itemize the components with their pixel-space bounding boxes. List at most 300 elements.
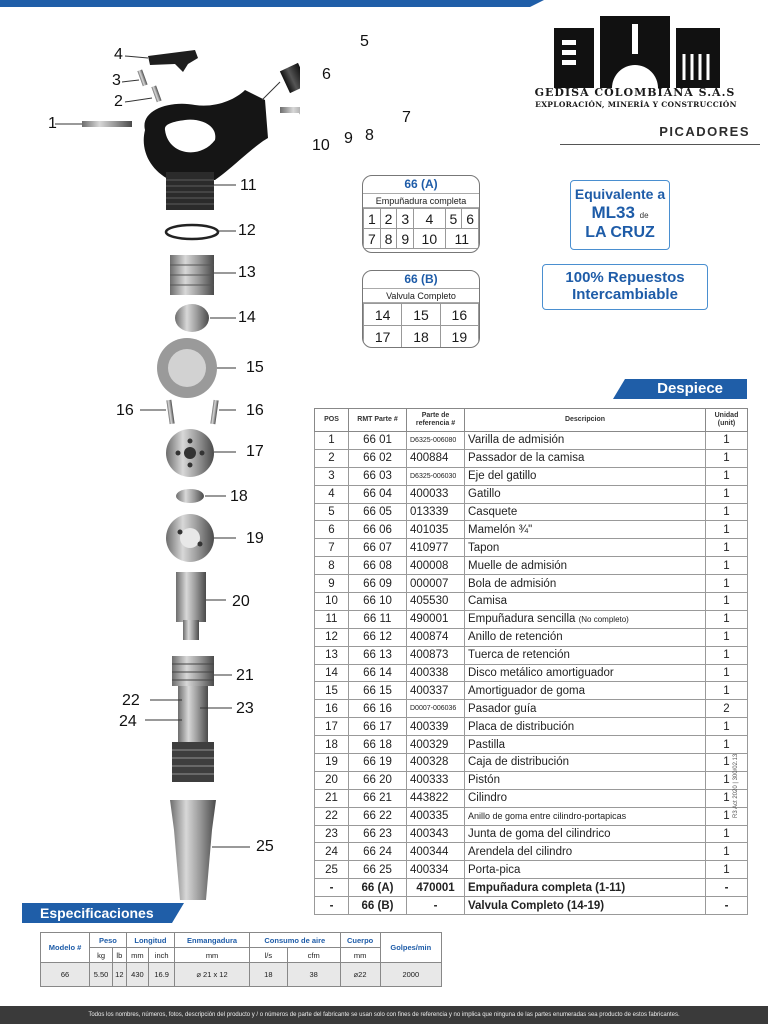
row-note: (No completo) [578,615,629,625]
table-row [315,593,748,611]
row-unit-text: 1 [723,470,730,483]
kit-b-cell: 17 [364,326,402,348]
kit-a-title: 66 (A) [404,177,438,191]
row-ref-part-text: 400344 [410,845,449,858]
col-unit: Unidad (unit) [706,409,748,432]
row-rmt-part [349,700,407,718]
row-unit [706,610,748,628]
row-pos [315,628,349,646]
row-description-text: Arendela del cilindro [468,845,573,858]
spec-unit: mm [175,948,250,963]
row-rmt-part [349,825,407,843]
row-unit [706,449,748,467]
row-unit-text: 1 [723,631,730,644]
row-description-text: Valvula Completo (14-19) [468,899,605,912]
equivalent-brand: LA CRUZ [585,224,655,241]
row-unit-text: - [724,881,729,894]
parts-table-body [315,432,748,915]
callout-12: 12 [238,222,256,239]
callout-15: 15 [246,359,264,376]
row-unit [706,575,748,593]
row-pos [315,610,349,628]
row-pos-text: 7 [328,541,335,554]
divider [560,144,760,145]
row-pos-text: 15 [325,684,338,697]
company-name: GEDISA COLOMBIANA S.A.S [534,86,736,99]
table-row [315,521,748,539]
row-description-text: Bola de admisión [468,577,557,590]
row-description [465,539,706,557]
row-unit [706,664,748,682]
spec-value: 18 [249,963,287,987]
spec-unit: mm [340,948,380,963]
row-rmt-part [349,843,407,861]
row-unit-text: 1 [723,559,730,572]
row-description-text: Gatillo [468,488,501,501]
row-rmt-part [349,682,407,700]
row-ref-part [407,879,465,897]
row-unit-text: 1 [723,541,730,554]
row-rmt-part-text: 66 09 [363,577,392,590]
row-pos [315,718,349,736]
row-unit-text: 1 [723,845,730,858]
spec-bpm-header: Golpes/min [380,933,441,963]
row-ref-part-text: 000007 [410,577,449,590]
row-unit [706,807,748,825]
col-rmt: RMT Parte # [349,409,407,432]
part-damper-disk [175,304,209,332]
row-unit [706,628,748,646]
table-row [315,557,748,575]
row-rmt-part [349,557,407,575]
spec-value: ⌀ 21 x 12 [175,963,250,987]
row-rmt-part-text: 66 06 [363,523,392,536]
row-pos-text: 2 [328,452,335,465]
row-unit-text: 1 [723,738,730,751]
spec-value: 12 [113,963,127,987]
row-pos [315,843,349,861]
row-rmt-part [349,879,407,897]
row-rmt-part [349,897,407,915]
spec-weight-header: Peso [90,933,127,948]
row-rmt-part [349,593,407,611]
kit-a-box [362,175,480,253]
kit-b-cell: 19 [440,326,478,348]
row-description [465,682,706,700]
row-ref-part-text: 400333 [410,774,449,787]
kit-b-box [362,270,480,348]
row-pos-text: 22 [325,810,338,823]
row-description [465,754,706,772]
part-guide-pin-right [210,400,218,424]
kit-b-cell: 14 [364,304,402,326]
table-row [315,628,748,646]
row-pos [315,575,349,593]
row-rmt-part-text: 66 05 [363,506,392,518]
row-ref-part [407,610,465,628]
row-rmt-part-text: 66 10 [363,595,392,608]
row-rmt-part-text: 66 01 [363,434,392,447]
part-nipple [280,63,300,93]
row-description-text: Amortiguador de goma [468,684,585,697]
row-rmt-part [349,575,407,593]
row-description [465,521,706,539]
row-pos [315,539,349,557]
row-rmt-part-text: 66 14 [363,667,392,680]
row-description-text: Pistón [468,774,500,787]
row-pos [315,897,349,915]
row-ref-part [407,432,465,450]
kit-a-cell: 1 [364,209,381,229]
row-unit [706,521,748,539]
part-intake-rod [82,121,132,127]
row-unit [706,771,748,789]
kit-b-grid [363,303,479,348]
row-ref-part-text: 400033 [410,488,449,501]
row-rmt-part-text: 66 04 [363,488,392,501]
spec-unit: cfm [287,948,340,963]
row-unit [706,718,748,736]
row-unit [706,503,748,521]
spec-unit: kg [90,948,113,963]
row-rmt-part [349,610,407,628]
row-pos-text: 20 [325,774,338,787]
row-ref-part-text: 401035 [410,523,449,536]
row-ref-part [407,736,465,754]
table-row [315,825,748,843]
row-rmt-part [349,718,407,736]
row-description [465,897,706,915]
row-pos [315,807,349,825]
kit-b-subtitle: Valvula Completo [363,288,479,303]
row-rmt-part [349,449,407,467]
revision-note: R3 Act 2020 | 300/02.13 [733,753,739,818]
row-rmt-part-text: 66 16 [363,702,392,715]
callout-18: 18 [230,488,248,505]
table-row [315,843,748,861]
row-description [465,575,706,593]
callout-25: 25 [256,838,274,855]
table-row [315,718,748,736]
table-row [315,485,748,503]
row-description-text: Disco metálico amortiguador [468,667,614,680]
spec-shank-header: Enmangadura [175,933,250,948]
callout-2: 2 [114,93,123,110]
row-unit-text: 1 [723,774,730,787]
row-description [465,736,706,754]
spares-badge [542,264,708,310]
row-pos-text: 6 [328,523,335,536]
callout-14: 14 [238,309,256,326]
row-pos [315,682,349,700]
row-unit [706,700,748,718]
row-pos [315,503,349,521]
row-ref-part-text: - [433,899,438,912]
row-ref-part [407,825,465,843]
specs-values-row [41,963,442,987]
row-pos [315,700,349,718]
despiece-header: Despiece [625,379,747,399]
table-row [315,646,748,664]
part-cylinder-thread [172,742,214,782]
kit-a-cell: 11 [445,229,478,249]
kit-a-cell: 10 [414,229,445,249]
callout-16-left: 16 [116,402,134,419]
callout-5: 5 [360,33,369,50]
row-pos-text: 8 [328,559,335,572]
row-unit [706,485,748,503]
row-pos [315,467,349,485]
row-description [465,664,706,682]
row-pos-text: 11 [325,613,338,626]
row-pos-text: 14 [325,667,338,680]
row-description-text: Caja de distribución [468,756,570,769]
equivalent-label: Equivalente a [574,186,666,202]
equivalent-badge [570,180,670,250]
kit-a-cell: 2 [380,209,397,229]
callout-20: 20 [232,593,250,610]
row-rmt-part-text: 66 07 [363,541,392,554]
row-ref-part-text: 400008 [410,559,449,572]
table-row [315,664,748,682]
row-ref-part-text: D6325-006030 [410,472,457,480]
kit-a-subtitle: Empuñadura completa [363,193,479,208]
row-pos [315,861,349,879]
row-unit-text: 1 [723,667,730,680]
row-pos-text: 13 [325,649,338,662]
disclaimer-footer: Todos los nombres, números, fotos, descripción del producto y / o números de parte del fabricante se usan solo con fines de referencia y no implica que ninguna de las partes enumeradas sea producto de estos fabricantes. [0,1006,768,1024]
col-desc: Descripcion [465,409,706,432]
row-unit [706,825,748,843]
row-ref-part [407,664,465,682]
row-rmt-part-text: 66 02 [363,452,392,465]
parts-table-header [315,409,748,432]
callout-21: 21 [236,667,254,684]
row-ref-part [407,700,465,718]
table-row [315,754,748,772]
callout-11: 11 [240,177,257,194]
kit-b-title: 66 (B) [404,272,438,286]
row-rmt-part-text: 66 22 [363,810,392,823]
spares-line-2: Intercambiable [572,286,678,303]
row-pos-text: 5 [328,506,335,518]
row-ref-part [407,718,465,736]
row-description-text: Tapon [468,541,500,554]
company-logo [552,14,722,92]
part-piston [176,572,206,622]
row-ref-part [407,521,465,539]
part-trigger [148,50,198,72]
row-ref-part-text: 400338 [410,667,449,680]
row-pos [315,736,349,754]
row-pos [315,789,349,807]
row-rmt-part [349,467,407,485]
table-row [315,682,748,700]
row-unit [706,682,748,700]
col-pos: POS [315,409,349,432]
row-rmt-part-text: 66 11 [363,613,392,626]
row-description [465,879,706,897]
row-unit [706,861,748,879]
spec-body-header: Cuerpo [340,933,380,948]
table-row [315,539,748,557]
row-ref-part [407,843,465,861]
callout-6: 6 [322,66,331,83]
kit-a-cell: 3 [397,209,414,229]
callout-24: 24 [119,713,137,730]
row-ref-part-text: 400884 [410,452,449,465]
spec-value: 2000 [380,963,441,987]
row-unit-text: 2 [723,702,730,715]
row-pos [315,664,349,682]
row-rmt-part [349,807,407,825]
row-unit-text: 1 [723,863,730,876]
row-ref-part-text: 400329 [410,738,449,751]
row-rmt-part [349,664,407,682]
company-tagline: EXPLORACIÓN, MINERÍA Y CONSTRUCCIÓN [535,100,737,109]
row-ref-part [407,861,465,879]
row-pos [315,771,349,789]
row-description [465,485,706,503]
row-description-text: Empuñadura sencilla [468,613,576,626]
callout-17: 17 [246,443,264,460]
row-ref-part [407,449,465,467]
row-rmt-part-text: 66 20 [363,774,392,787]
product-category: PICADORES [659,124,750,139]
spares-line-1: 100% Repuestos [565,269,685,286]
part-liner [280,107,300,113]
row-description-text: Empuñadura completa (1-11) [468,881,626,894]
row-description-text: Muelle de admisión [468,559,568,572]
row-unit [706,736,748,754]
kit-a-cell: 5 [445,209,462,229]
spec-air-header: Consumo de aire [249,933,340,948]
row-pos [315,485,349,503]
row-description [465,628,706,646]
row-pos-text: 16 [325,702,338,715]
row-ref-part [407,771,465,789]
row-rmt-part-text: 66 19 [363,756,392,769]
spec-unit: l/s [249,948,287,963]
row-description-text: Junta de goma del cilindrico [468,828,611,841]
row-unit-text: 1 [723,649,730,662]
row-description-text: Tuerca de retención [468,649,570,662]
row-ref-part-text: 443822 [410,792,449,805]
row-description [465,861,706,879]
part-handle [144,90,268,180]
part-pellet [176,489,204,503]
parts-table [314,408,748,915]
table-row [315,736,748,754]
row-pos [315,593,349,611]
part-trigger-shaft [137,69,147,86]
row-rmt-part [349,539,407,557]
callout-7: 7 [402,109,411,126]
row-description [465,807,706,825]
spec-model-header: Modelo # [41,933,90,963]
kit-a-grid [363,208,479,249]
row-rmt-part [349,771,407,789]
row-rmt-part-text: 66 12 [363,631,392,644]
part-sleeve-pin [151,85,161,102]
table-row [315,700,748,718]
row-description [465,557,706,575]
row-unit-text: 1 [723,595,730,608]
row-unit [706,432,748,450]
row-rmt-part [349,485,407,503]
spec-value: ⌀22 [340,963,380,987]
row-ref-part-text: 400335 [410,810,449,823]
row-pos-text: 9 [328,577,335,590]
table-row [315,610,748,628]
row-description [465,593,706,611]
row-rmt-part-text: 66 03 [363,470,392,483]
row-unit-text: 1 [723,810,730,823]
table-row [315,575,748,593]
callout-23: 23 [236,700,254,717]
row-unit-text: 1 [723,613,730,626]
row-unit [706,843,748,861]
kit-a-cell: 9 [397,229,414,249]
table-row [315,789,748,807]
row-description-text: Mamelón ¾" [468,523,533,536]
top-accent-bar [0,0,530,7]
row-ref-part-text: 400328 [410,756,449,769]
row-ref-part-text: 470001 [416,881,455,894]
row-rmt-part [349,789,407,807]
row-unit [706,467,748,485]
row-pos [315,754,349,772]
kit-b-cell: 15 [402,304,440,326]
row-description-text: Anillo de goma entre cilindro-portapicas [468,811,627,822]
row-rmt-part-text: 66 15 [363,684,392,697]
row-rmt-part-text: 66 (A) [361,881,394,894]
spec-length-header: Longitud [126,933,174,948]
row-unit [706,754,748,772]
spec-unit: lb [113,948,127,963]
row-rmt-part [349,646,407,664]
kit-b-cell: 16 [440,304,478,326]
part-guide-pin-left [166,400,174,424]
spec-unit: mm [126,948,148,963]
row-unit [706,897,748,915]
row-unit-text: 1 [723,792,730,805]
callout-19: 19 [246,530,264,547]
row-ref-part-text: 400343 [410,828,449,841]
table-row [315,771,748,789]
kit-a-cell: 6 [462,209,479,229]
equivalent-model: ML33 [591,203,635,222]
callout-4: 4 [114,46,123,63]
row-pos [315,825,349,843]
row-description-text: Pastilla [468,738,506,751]
col-ref: Parte de referencia # [407,409,465,432]
spec-value: 66 [41,963,90,987]
row-rmt-part [349,521,407,539]
row-unit-text: 1 [723,434,730,447]
kit-a-cell: 7 [364,229,381,249]
row-ref-part-text: 400339 [410,720,449,733]
row-rmt-part [349,861,407,879]
row-unit-text: 1 [723,523,730,536]
callout-13: 13 [238,264,256,281]
table-row [315,449,748,467]
part-chisel-holder [170,800,216,900]
row-ref-part-text: 400874 [410,631,449,644]
row-ref-part-text: D6325-006080 [410,436,457,444]
row-unit [706,593,748,611]
row-ref-part [407,628,465,646]
